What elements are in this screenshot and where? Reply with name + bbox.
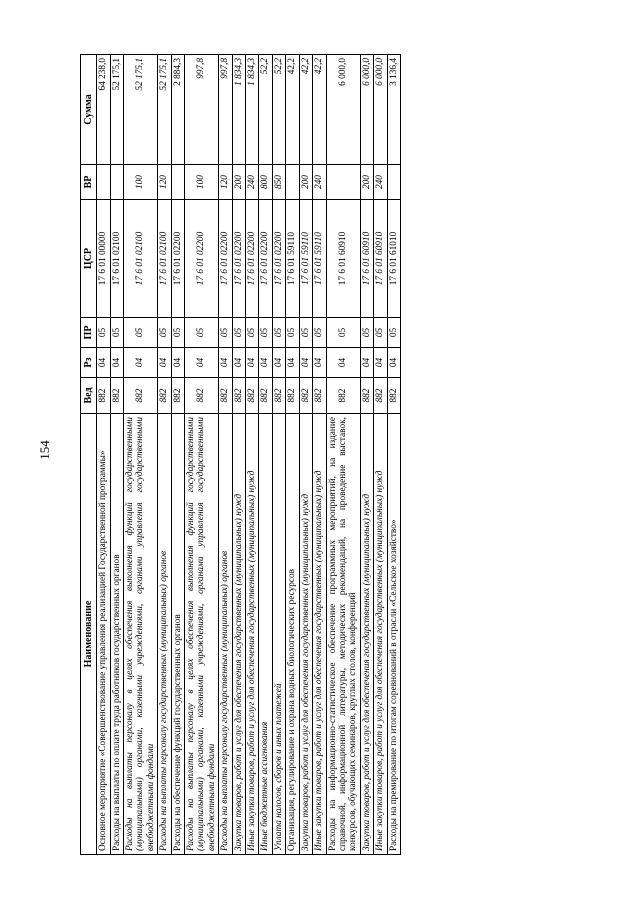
cell-vr: 240 (374, 165, 387, 200)
cell-ved: 882 (171, 378, 184, 414)
budget-table (80, 54, 401, 855)
cell-rz: 04 (219, 348, 232, 378)
cell-rz: 04 (97, 348, 110, 378)
cell-name: Расходы на выплаты персоналу государственных (муниципальных) органов (158, 414, 171, 855)
cell-pr: 05 (326, 318, 360, 348)
table-row (110, 55, 123, 855)
cell-rz: 04 (259, 348, 272, 378)
cell-pr: 05 (259, 318, 272, 348)
cell-sum: 52 175,1 (110, 55, 123, 165)
cell-csr: 17 6 01 02200 (232, 200, 245, 318)
cell-pr: 05 (387, 318, 400, 348)
cell-name: Уплата налогов, сборов и иных платежей (272, 414, 285, 855)
header-ved: Вед (81, 378, 97, 414)
cell-pr: 05 (286, 318, 299, 348)
cell-csr: 17 6 01 02200 (272, 200, 285, 318)
cell-vr: 850 (272, 165, 285, 200)
table-body (97, 55, 401, 855)
header-name: Наименование (81, 414, 97, 855)
cell-vr: 120 (158, 165, 171, 200)
table-row (286, 55, 299, 855)
cell-pr: 05 (232, 318, 245, 348)
cell-vr: 240 (313, 165, 326, 200)
cell-sum: 997,8 (185, 55, 219, 165)
cell-ved: 882 (110, 378, 123, 414)
cell-ved: 882 (246, 378, 259, 414)
cell-csr: 17 6 01 02200 (259, 200, 272, 318)
cell-csr: 17 6 01 02100 (158, 200, 171, 318)
cell-vr: 200 (299, 165, 312, 200)
page-number: 154 (36, 440, 52, 460)
cell-name: Иные закупки товаров, работ и услуг для обеспечения государственных (муниципальных) нужд (246, 414, 259, 855)
cell-ved: 882 (185, 378, 219, 414)
cell-sum: 52,2 (259, 55, 272, 165)
cell-sum: 2 884,3 (171, 55, 184, 165)
cell-ved: 882 (299, 378, 312, 414)
table-row (360, 55, 373, 855)
cell-rz: 04 (158, 348, 171, 378)
header-sum: Сумма (81, 55, 97, 165)
cell-pr: 05 (97, 318, 110, 348)
cell-vr: 100 (185, 165, 219, 200)
cell-pr: 05 (313, 318, 326, 348)
cell-name: Иные закупки товаров, работ и услуг для обеспечения государственных (муниципальных) нужд (374, 414, 387, 855)
cell-ved: 882 (360, 378, 373, 414)
cell-vr: 800 (259, 165, 272, 200)
cell-ved: 882 (326, 378, 360, 414)
cell-rz: 04 (374, 348, 387, 378)
cell-vr: 200 (360, 165, 373, 200)
cell-vr: 100 (124, 165, 158, 200)
cell-rz: 04 (286, 348, 299, 378)
cell-vr (286, 165, 299, 200)
cell-sum: 42,2 (299, 55, 312, 165)
cell-name: Закупка товаров, работ и услуг для обеспечения государственных (муниципальных) нужд (360, 414, 373, 855)
cell-pr: 05 (272, 318, 285, 348)
cell-vr (326, 165, 360, 200)
cell-rz: 04 (299, 348, 312, 378)
table-row (246, 55, 259, 855)
cell-csr: 17 6 01 60910 (374, 200, 387, 318)
cell-csr: 17 6 01 59110 (286, 200, 299, 318)
cell-csr: 17 6 01 02200 (171, 200, 184, 318)
cell-rz: 04 (272, 348, 285, 378)
cell-vr (97, 165, 110, 200)
cell-rz: 04 (171, 348, 184, 378)
cell-csr: 17 6 01 60910 (360, 200, 373, 318)
cell-rz: 04 (124, 348, 158, 378)
cell-csr: 17 6 01 59110 (313, 200, 326, 318)
cell-pr: 05 (110, 318, 123, 348)
cell-name: Расходы на информационно-статистическое обеспечение программных мероприятий, на издание справочной, информационной литературы, методических рекомендаций, на проведение выставок, конкурсов, обучающих семинаров, круглых столов, конференций (326, 414, 360, 855)
table-row (272, 55, 285, 855)
cell-name: Иные закупки товаров, работ и услуг для обеспечения государственных (муниципальных) нужд (313, 414, 326, 855)
cell-sum: 64 238,0 (97, 55, 110, 165)
cell-rz: 04 (232, 348, 245, 378)
cell-pr: 05 (299, 318, 312, 348)
cell-name: Иные бюджетные ассигнования (259, 414, 272, 855)
table-header-row (81, 55, 97, 855)
table-row (374, 55, 387, 855)
cell-pr: 05 (219, 318, 232, 348)
cell-ved: 882 (232, 378, 245, 414)
cell-ved: 882 (219, 378, 232, 414)
cell-name: Расходы на выплаты персоналу в целях обеспечения выполнения функций государственными (муниципальными) органами, казенными учреждениями, органами управления государственными внебюджетными фондами (124, 414, 158, 855)
cell-ved: 882 (124, 378, 158, 414)
cell-pr: 05 (124, 318, 158, 348)
cell-pr: 05 (360, 318, 373, 348)
cell-pr: 05 (374, 318, 387, 348)
cell-vr (110, 165, 123, 200)
table-row (185, 55, 219, 855)
cell-pr: 05 (185, 318, 219, 348)
cell-ved: 882 (97, 378, 110, 414)
cell-name: Расходы на обеспечение функций государственных органов (171, 414, 184, 855)
cell-name: Расходы на выплаты персоналу в целях обеспечения выполнения функций государственными (муниципальными) органами, казенными учреждениями, органами управления государственными внебюджетными фондами (185, 414, 219, 855)
cell-pr: 05 (158, 318, 171, 348)
cell-sum: 42,2 (313, 55, 326, 165)
cell-vr: 120 (219, 165, 232, 200)
header-pr: ПР (81, 318, 97, 348)
cell-ved: 882 (259, 378, 272, 414)
header-rz: Рз (81, 348, 97, 378)
cell-sum: 1 834,3 (246, 55, 259, 165)
table-row (171, 55, 184, 855)
cell-sum: 52 175,1 (124, 55, 158, 165)
table-row (219, 55, 232, 855)
cell-name: Закупка товаров, работ и услуг для обеспечения государственных (муниципальных) нужд (232, 414, 245, 855)
cell-csr: 17 6 01 02200 (185, 200, 219, 318)
cell-pr: 05 (246, 318, 259, 348)
table-row (97, 55, 110, 855)
cell-name: Закупка товаров, работ и услуг для обеспечения государственных (муниципальных) нужд (299, 414, 312, 855)
cell-name: Расходы на выплаты персоналу государственных (муниципальных) органов (219, 414, 232, 855)
cell-sum: 1 834,3 (232, 55, 245, 165)
cell-sum: 997,8 (219, 55, 232, 165)
cell-vr: 240 (246, 165, 259, 200)
cell-csr: 17 6 01 00000 (97, 200, 110, 318)
table-row (387, 55, 400, 855)
table-row (124, 55, 158, 855)
cell-name: Организация, регулирование и охрана водных биологических ресурсов (286, 414, 299, 855)
table-row (313, 55, 326, 855)
cell-ved: 882 (387, 378, 400, 414)
cell-csr: 17 6 01 61010 (387, 200, 400, 318)
table-row (158, 55, 171, 855)
cell-sum: 6 000,0 (360, 55, 373, 165)
cell-rz: 04 (185, 348, 219, 378)
cell-sum: 6 000,0 (374, 55, 387, 165)
cell-csr: 17 6 01 02100 (124, 200, 158, 318)
cell-csr: 17 6 01 60910 (326, 200, 360, 318)
cell-sum: 52,2 (272, 55, 285, 165)
table-row (232, 55, 245, 855)
cell-rz: 04 (110, 348, 123, 378)
header-csr: ЦСР (81, 200, 97, 318)
cell-vr (387, 165, 400, 200)
rotated-table-wrapper (80, 55, 600, 855)
cell-rz: 04 (313, 348, 326, 378)
cell-ved: 882 (313, 378, 326, 414)
cell-sum: 3 136,4 (387, 55, 400, 165)
cell-csr: 17 6 01 02200 (219, 200, 232, 318)
cell-sum: 42,2 (286, 55, 299, 165)
cell-pr: 05 (171, 318, 184, 348)
cell-name: Расходы на выплаты по оплате труда работников государственных органов (110, 414, 123, 855)
cell-vr (171, 165, 184, 200)
cell-rz: 04 (326, 348, 360, 378)
cell-ved: 882 (374, 378, 387, 414)
table-row (259, 55, 272, 855)
cell-csr: 17 6 01 02100 (110, 200, 123, 318)
cell-ved: 882 (272, 378, 285, 414)
cell-rz: 04 (246, 348, 259, 378)
header-vr: ВР (81, 165, 97, 200)
cell-sum: 6 000,0 (326, 55, 360, 165)
cell-rz: 04 (387, 348, 400, 378)
cell-sum: 52 175,1 (158, 55, 171, 165)
cell-vr: 200 (232, 165, 245, 200)
cell-ved: 882 (158, 378, 171, 414)
budget-table-container (80, 55, 600, 855)
table-row (299, 55, 312, 855)
cell-name: Основное мероприятие «Совершенствование управления реализацией Государственной программы» (97, 414, 110, 855)
cell-name: Расходы на премирование по итогам соревнований в отрасли «Сельское хозяйство» (387, 414, 400, 855)
cell-csr: 17 6 01 59110 (299, 200, 312, 318)
cell-csr: 17 6 01 02200 (246, 200, 259, 318)
cell-ved: 882 (286, 378, 299, 414)
cell-rz: 04 (360, 348, 373, 378)
table-row (326, 55, 360, 855)
